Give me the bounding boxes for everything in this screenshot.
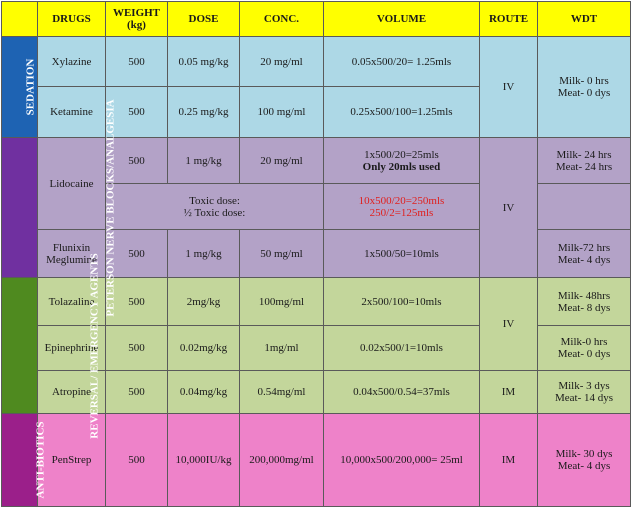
dose-value: 0.25 mg/kg bbox=[168, 87, 240, 138]
volume-value: 0.05x500/20= 1.25mls bbox=[324, 37, 480, 87]
wdt-empty bbox=[538, 184, 631, 230]
drug-name: Flunixin Meglumine bbox=[38, 230, 106, 278]
route-value: IM bbox=[480, 371, 538, 414]
weight-value: 500 bbox=[106, 371, 168, 414]
dose-value: 1 mg/kg bbox=[168, 230, 240, 278]
volume-value: 2x500/100=10mls bbox=[324, 278, 480, 326]
header-row bbox=[2, 2, 631, 37]
header-drugs: DRUGS bbox=[38, 2, 106, 37]
weight-value: 500 bbox=[106, 230, 168, 278]
group-antibiotics: ANTI-BIOTICS bbox=[2, 414, 38, 507]
drug-name: Lidocaine bbox=[38, 138, 106, 230]
conc-value: 20 mg/ml bbox=[240, 138, 324, 184]
conc-value: 1mg/ml bbox=[240, 326, 324, 371]
wdt-value: Milk- 30 dys Meat- 4 dys bbox=[538, 414, 631, 507]
conc-value: 20 mg/ml bbox=[240, 37, 324, 87]
dose-value: 1 mg/kg bbox=[168, 138, 240, 184]
dose-value: 0.02mg/kg bbox=[168, 326, 240, 371]
conc-value: 100mg/ml bbox=[240, 278, 324, 326]
header-route: ROUTE bbox=[480, 2, 538, 37]
weight-value: 500 bbox=[106, 138, 168, 184]
volume-value: 1x500/20=25mls Only 20mls used bbox=[324, 138, 480, 184]
wdt-value: Milk- 0 hrs Meat- 0 dys bbox=[538, 37, 631, 138]
wdt-value: Milk-0 hrs Meat- 0 dys bbox=[538, 326, 631, 371]
conc-value: 50 mg/ml bbox=[240, 230, 324, 278]
header-volume: VOLUME bbox=[324, 2, 480, 37]
weight-value: 500 bbox=[106, 278, 168, 326]
dose-value: 0.05 mg/kg bbox=[168, 37, 240, 87]
volume-value: 0.25x500/100=1.25mls bbox=[324, 87, 480, 138]
route-value: IV bbox=[480, 37, 538, 138]
drug-name: Ketamine bbox=[38, 87, 106, 138]
dose-value: 10,000IU/kg bbox=[168, 414, 240, 507]
table-row-xylazine bbox=[2, 37, 631, 87]
volume-value: 0.04x500/0.54=37mls bbox=[324, 371, 480, 414]
volume-value: 10,000x500/200,000= 25ml bbox=[324, 414, 480, 507]
header-wdt: WDT bbox=[538, 2, 631, 37]
dose-value: 2mg/kg bbox=[168, 278, 240, 326]
conc-value: 0.54mg/ml bbox=[240, 371, 324, 414]
weight-value: 500 bbox=[106, 87, 168, 138]
route-value: IV bbox=[480, 138, 538, 278]
drug-name: Atropine bbox=[38, 371, 106, 414]
toxic-dose-value: 10x500/20=250mls 250/2=125mls bbox=[324, 184, 480, 230]
toxic-dose-label: Toxic dose: ½ Toxic dose: bbox=[106, 184, 324, 230]
volume-value: 1x500/50=10mls bbox=[324, 230, 480, 278]
weight-value: 500 bbox=[106, 37, 168, 87]
wdt-value: Milk-72 hrs Meat- 4 dys bbox=[538, 230, 631, 278]
drug-name: Epinephrine bbox=[38, 326, 106, 371]
table-row-tolazaline bbox=[2, 278, 631, 326]
conc-value: 200,000mg/ml bbox=[240, 414, 324, 507]
group-sedation: SEDATION bbox=[2, 37, 38, 138]
header-conc: CONC. bbox=[240, 2, 324, 37]
wdt-value: Milk- 24 hrs Meat- 24 hrs bbox=[538, 138, 631, 184]
header-dose: DOSE bbox=[168, 2, 240, 37]
header-weight: WEIGHT (kg) bbox=[106, 2, 168, 37]
drug-dosage-table bbox=[1, 1, 631, 507]
group-peterson: PETERSON NERVE BLOCKS/ANALGESIA bbox=[2, 138, 38, 278]
header-blank bbox=[2, 2, 38, 37]
table-row-lidocaine bbox=[2, 138, 631, 184]
route-value: IV bbox=[480, 278, 538, 371]
weight-value: 500 bbox=[106, 326, 168, 371]
drug-name: PenStrep bbox=[38, 414, 106, 507]
drug-name: Tolazaline bbox=[38, 278, 106, 326]
route-value: IM bbox=[480, 414, 538, 507]
conc-value: 100 mg/ml bbox=[240, 87, 324, 138]
wdt-value: Milk- 3 dys Meat- 14 dys bbox=[538, 371, 631, 414]
volume-value: 0.02x500/1=10mls bbox=[324, 326, 480, 371]
wdt-value: Milk- 48hrs Meat- 8 dys bbox=[538, 278, 631, 326]
group-reversal: REVERSAL/ EMERGENCY AGENTS bbox=[2, 278, 38, 414]
dose-value: 0.04mg/kg bbox=[168, 371, 240, 414]
drug-name: Xylazine bbox=[38, 37, 106, 87]
weight-value: 500 bbox=[106, 414, 168, 507]
